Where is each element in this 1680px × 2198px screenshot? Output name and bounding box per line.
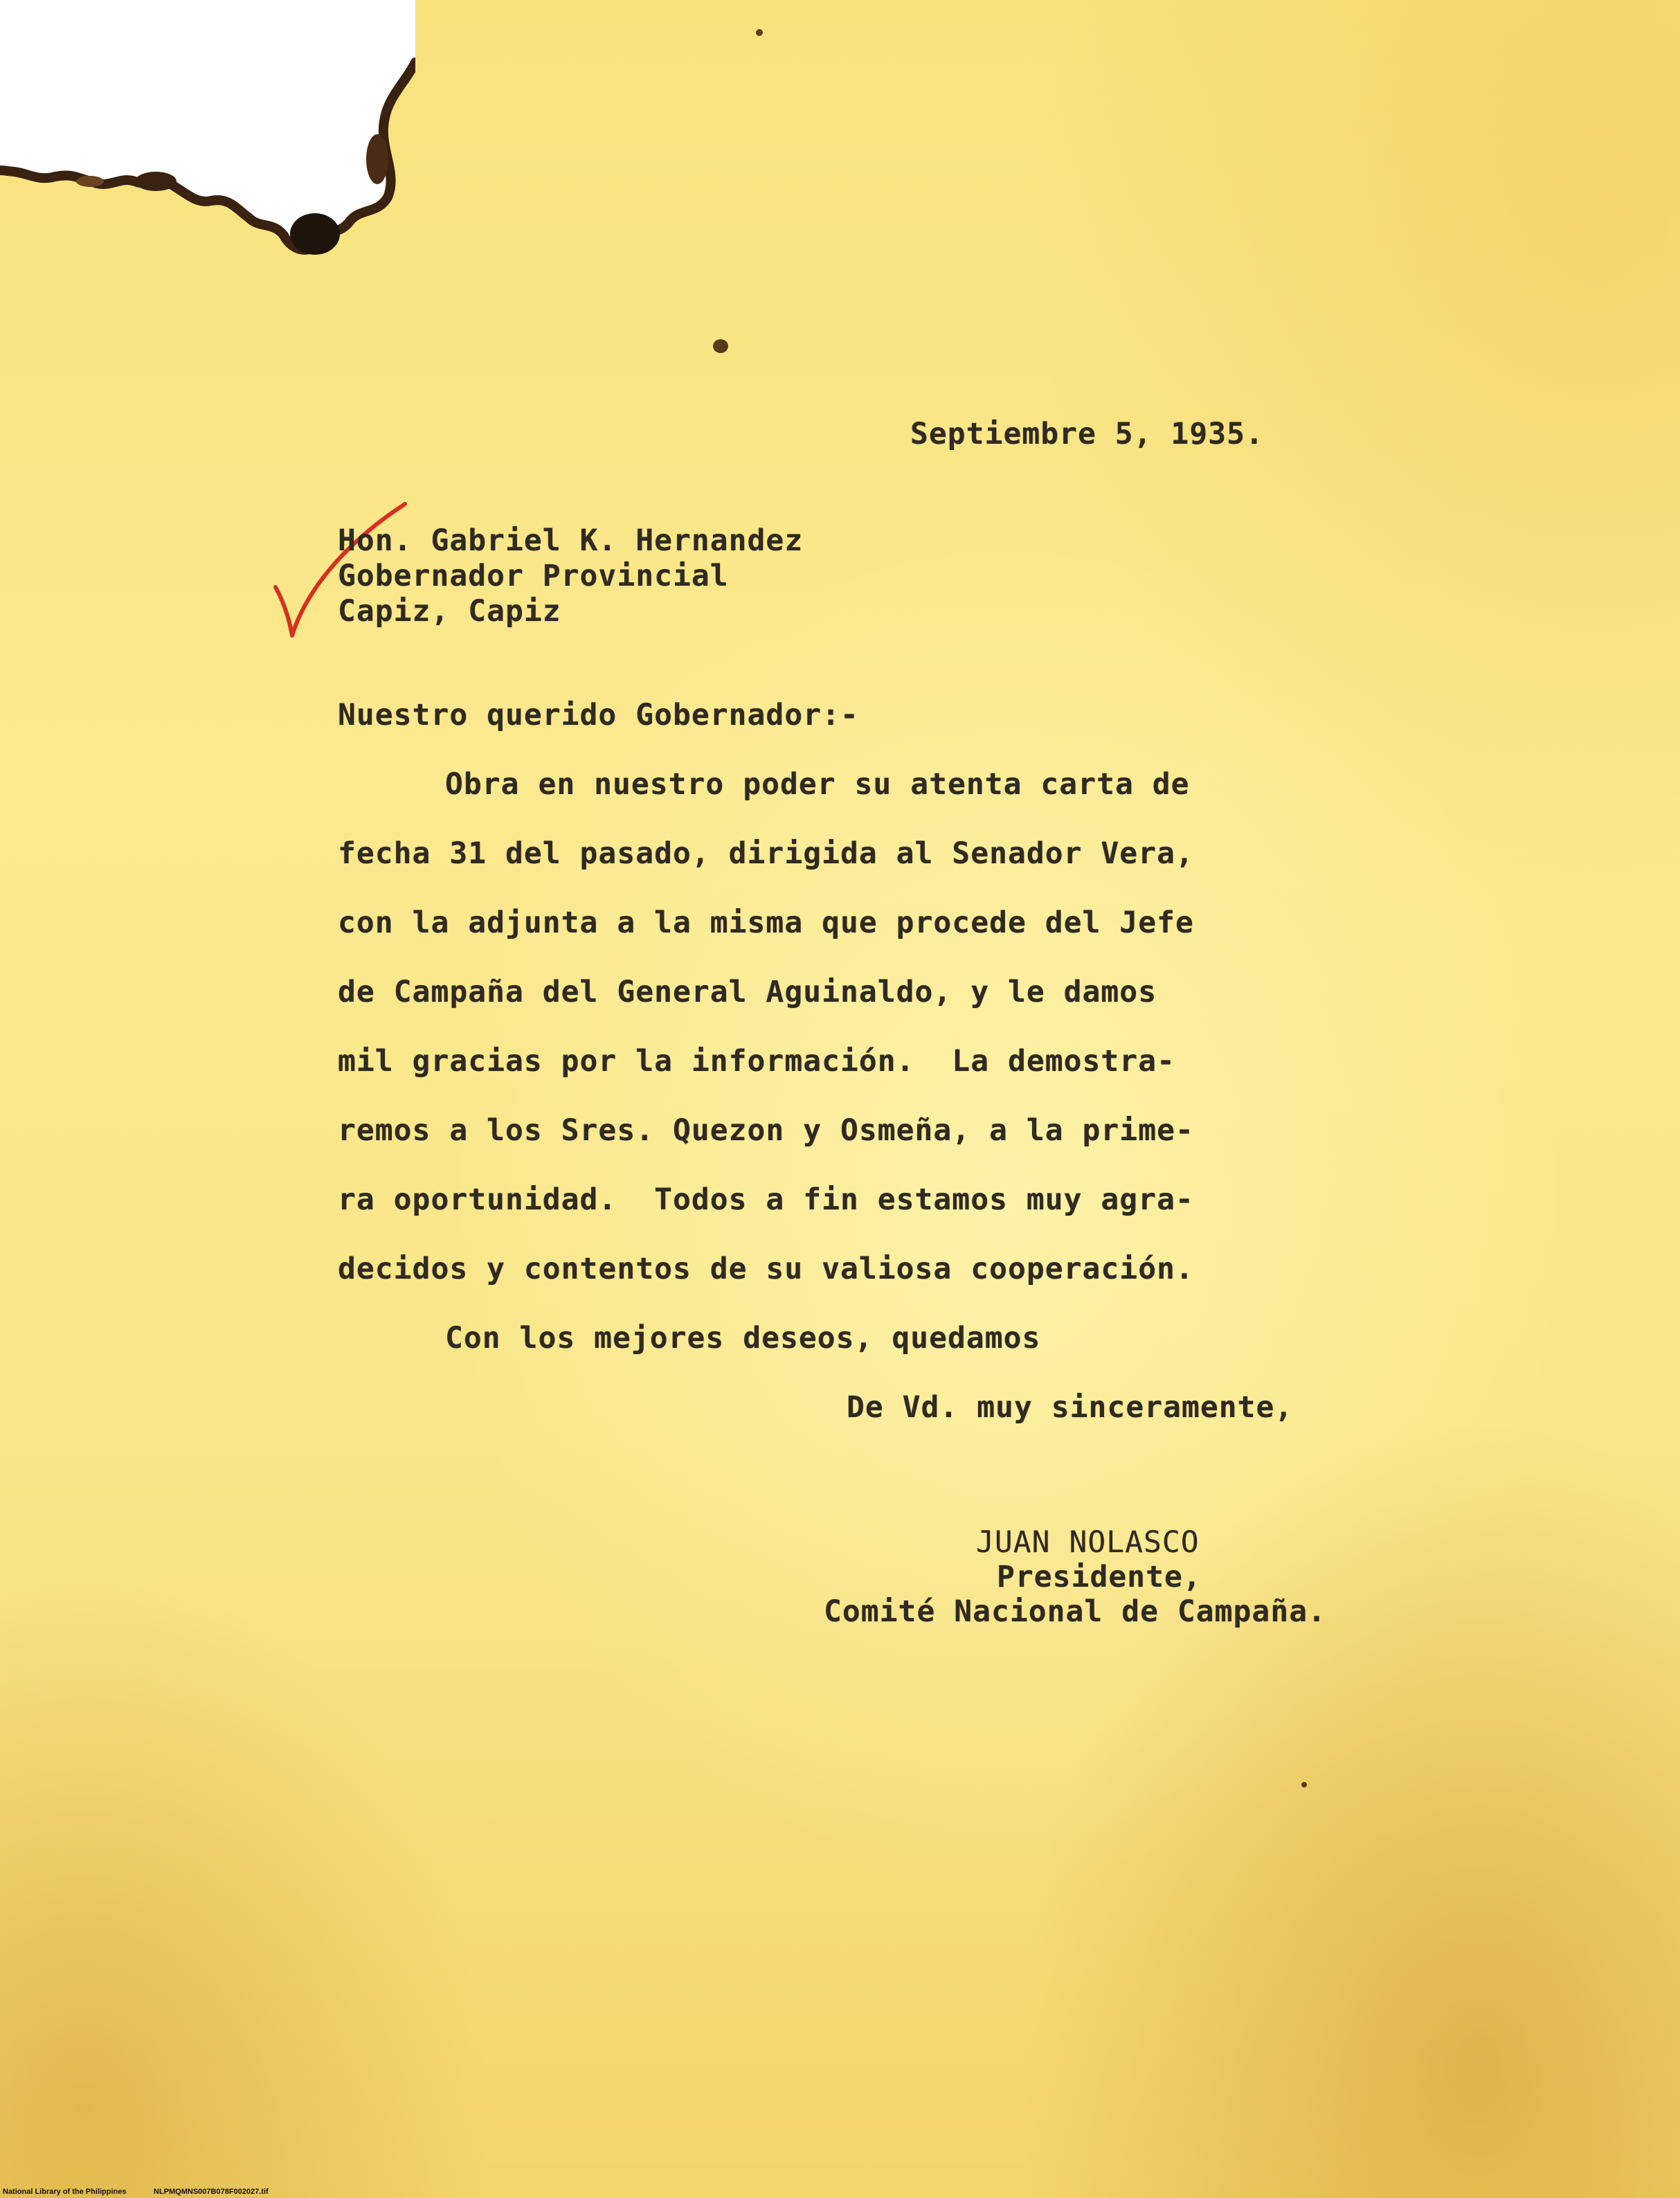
signatory-organization: Comité Nacional de Campaña. (824, 1594, 1326, 1629)
closing-line: Con los mejores deseos, quedamos (445, 1321, 1041, 1355)
footer-file-id: NLPMQMNS007B078F002027.tif (154, 2188, 269, 2196)
ink-spot (1301, 1782, 1307, 1787)
body-line: mil gracias por la información. La demostra- (338, 1044, 1175, 1079)
footer-institution: National Library of the Philippines (3, 2188, 127, 2196)
body-line: decidos y contentos de su valiosa cooperación. (338, 1252, 1194, 1286)
recipient-title: Gobernador Provincial (338, 559, 729, 593)
ink-spot (713, 339, 728, 353)
burn-damage-icon (0, 0, 415, 291)
body-line: de Campaña del General Aguinaldo, y le damos (338, 975, 1157, 1009)
body-line: con la adjunta a la misma que procede del Jefe (338, 906, 1194, 940)
signatory-name: JUAN NOLASCO (976, 1525, 1200, 1560)
recipient-name: Hon. Gabriel K. Hernandez (338, 523, 804, 558)
body-line: remos a los Sres. Quezon y Osmeña, a la prime- (338, 1113, 1194, 1148)
letter-date: Septiembre 5, 1935. (910, 417, 1264, 451)
body-line: fecha 31 del pasado, dirigida al Senador Vera, (338, 836, 1194, 871)
signatory-title: Presidente, (997, 1560, 1202, 1594)
salutation: Nuestro querido Gobernador:- (338, 698, 859, 732)
body-line: Obra en nuestro poder su atenta carta de (445, 767, 1190, 802)
recipient-location: Capiz, Capiz (338, 594, 561, 629)
valediction: De Vd. muy sinceramente, (847, 1390, 1294, 1425)
ink-spot (756, 29, 763, 36)
body-line: ra oportunidad. Todos a fin estamos muy agra- (338, 1182, 1194, 1217)
